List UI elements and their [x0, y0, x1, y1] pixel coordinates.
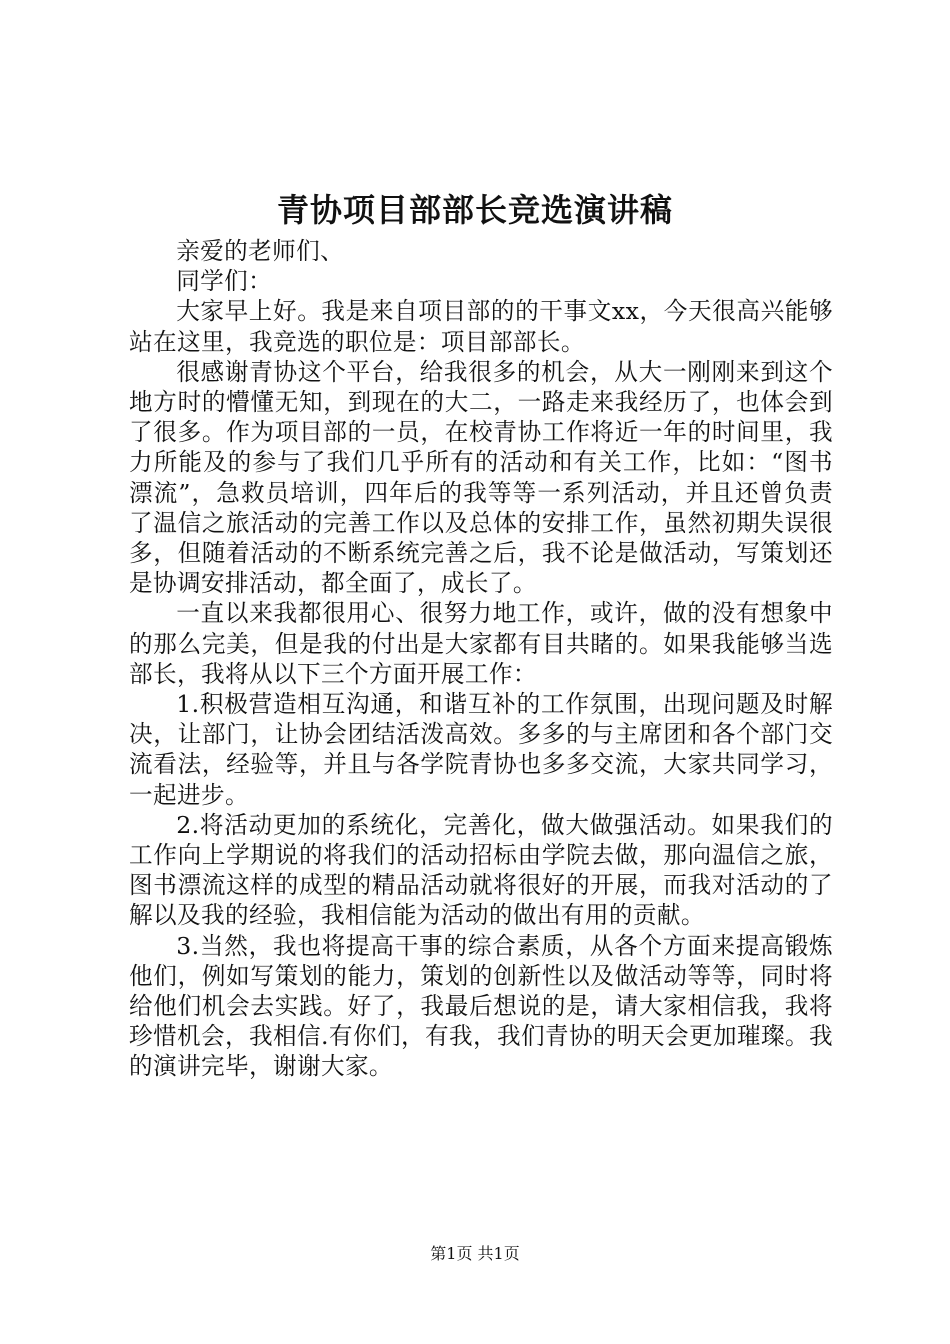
paragraph-commitment: 一直以来我都很用心、很努力地工作，或许，做的没有想象中的那么完美，但是我的付出是大家都有目共睹的。如果我能够当选部长，我将从以下三个方面开展工作：	[129, 599, 833, 688]
document-body	[129, 236, 833, 1082]
paragraph-plan-3: 3.当然，我也将提高干事的综合素质，从各个方面来提高锻炼他们，例如写策划的能力，策划的创新性以及做活动等等，同时将给他们机会去实践。好了，我最后想说的是，请大家相信我，我将珍惜机会，我相信.有你们，有我，我们青协的明天会更加璀璨。我的演讲完毕，谢谢大家。	[129, 931, 833, 1081]
page-footer: 第1页 共1页	[430, 1244, 520, 1263]
paragraph-plan-1: 1.积极营造相互沟通，和谐互补的工作氛围，出现问题及时解决，让部门，让协会团结活泼高效。多多的与主席团和各个部门交流看法，经验等，并且与各学院青协也多多交流，大家共同学习，一起进步。	[129, 690, 833, 809]
document-title: 青协项目部部长竞选演讲稿	[276, 191, 673, 229]
paragraph-greeting: 大家早上好。我是来自项目部的的干事文xx，今天很高兴能够站在这里，我竞选的职位是：项目部部长。	[129, 297, 833, 356]
paragraph-salutation-2: 同学们：	[176, 267, 273, 296]
paragraph-experience: 很感谢青协这个平台，给我很多的机会，从大一刚刚来到这个地方时的懵懂无知，到现在的大二，一路走来我经历了，也体会到了很多。作为项目部的一员，在校青协工作将近一年的时间里，我力所能及的参与了我们几乎所有的活动和有关工作，比如：“图书漂流”，急救员培训，四年后的我等等一系列活动，并且还曾负责了温信之旅活动的完善工作以及总体的安排工作，虽然初期失误很多，但随着活动的不断系统完善之后，我不论是做活动，写策划还是协调安排活动，都全面了，成长了。	[129, 357, 833, 598]
paragraph-plan-2: 2.将活动更加的系统化，完善化，做大做强活动。如果我们的工作向上学期说的将我们的活动招标由学院去做，那向温信之旅，图书漂流这样的成型的精品活动就将很好的开展，而我对活动的了解以及我的经验，我相信能为活动的做出有用的贡献。	[129, 810, 833, 930]
paragraph-salutation-1: 亲爱的老师们、	[176, 237, 345, 265]
